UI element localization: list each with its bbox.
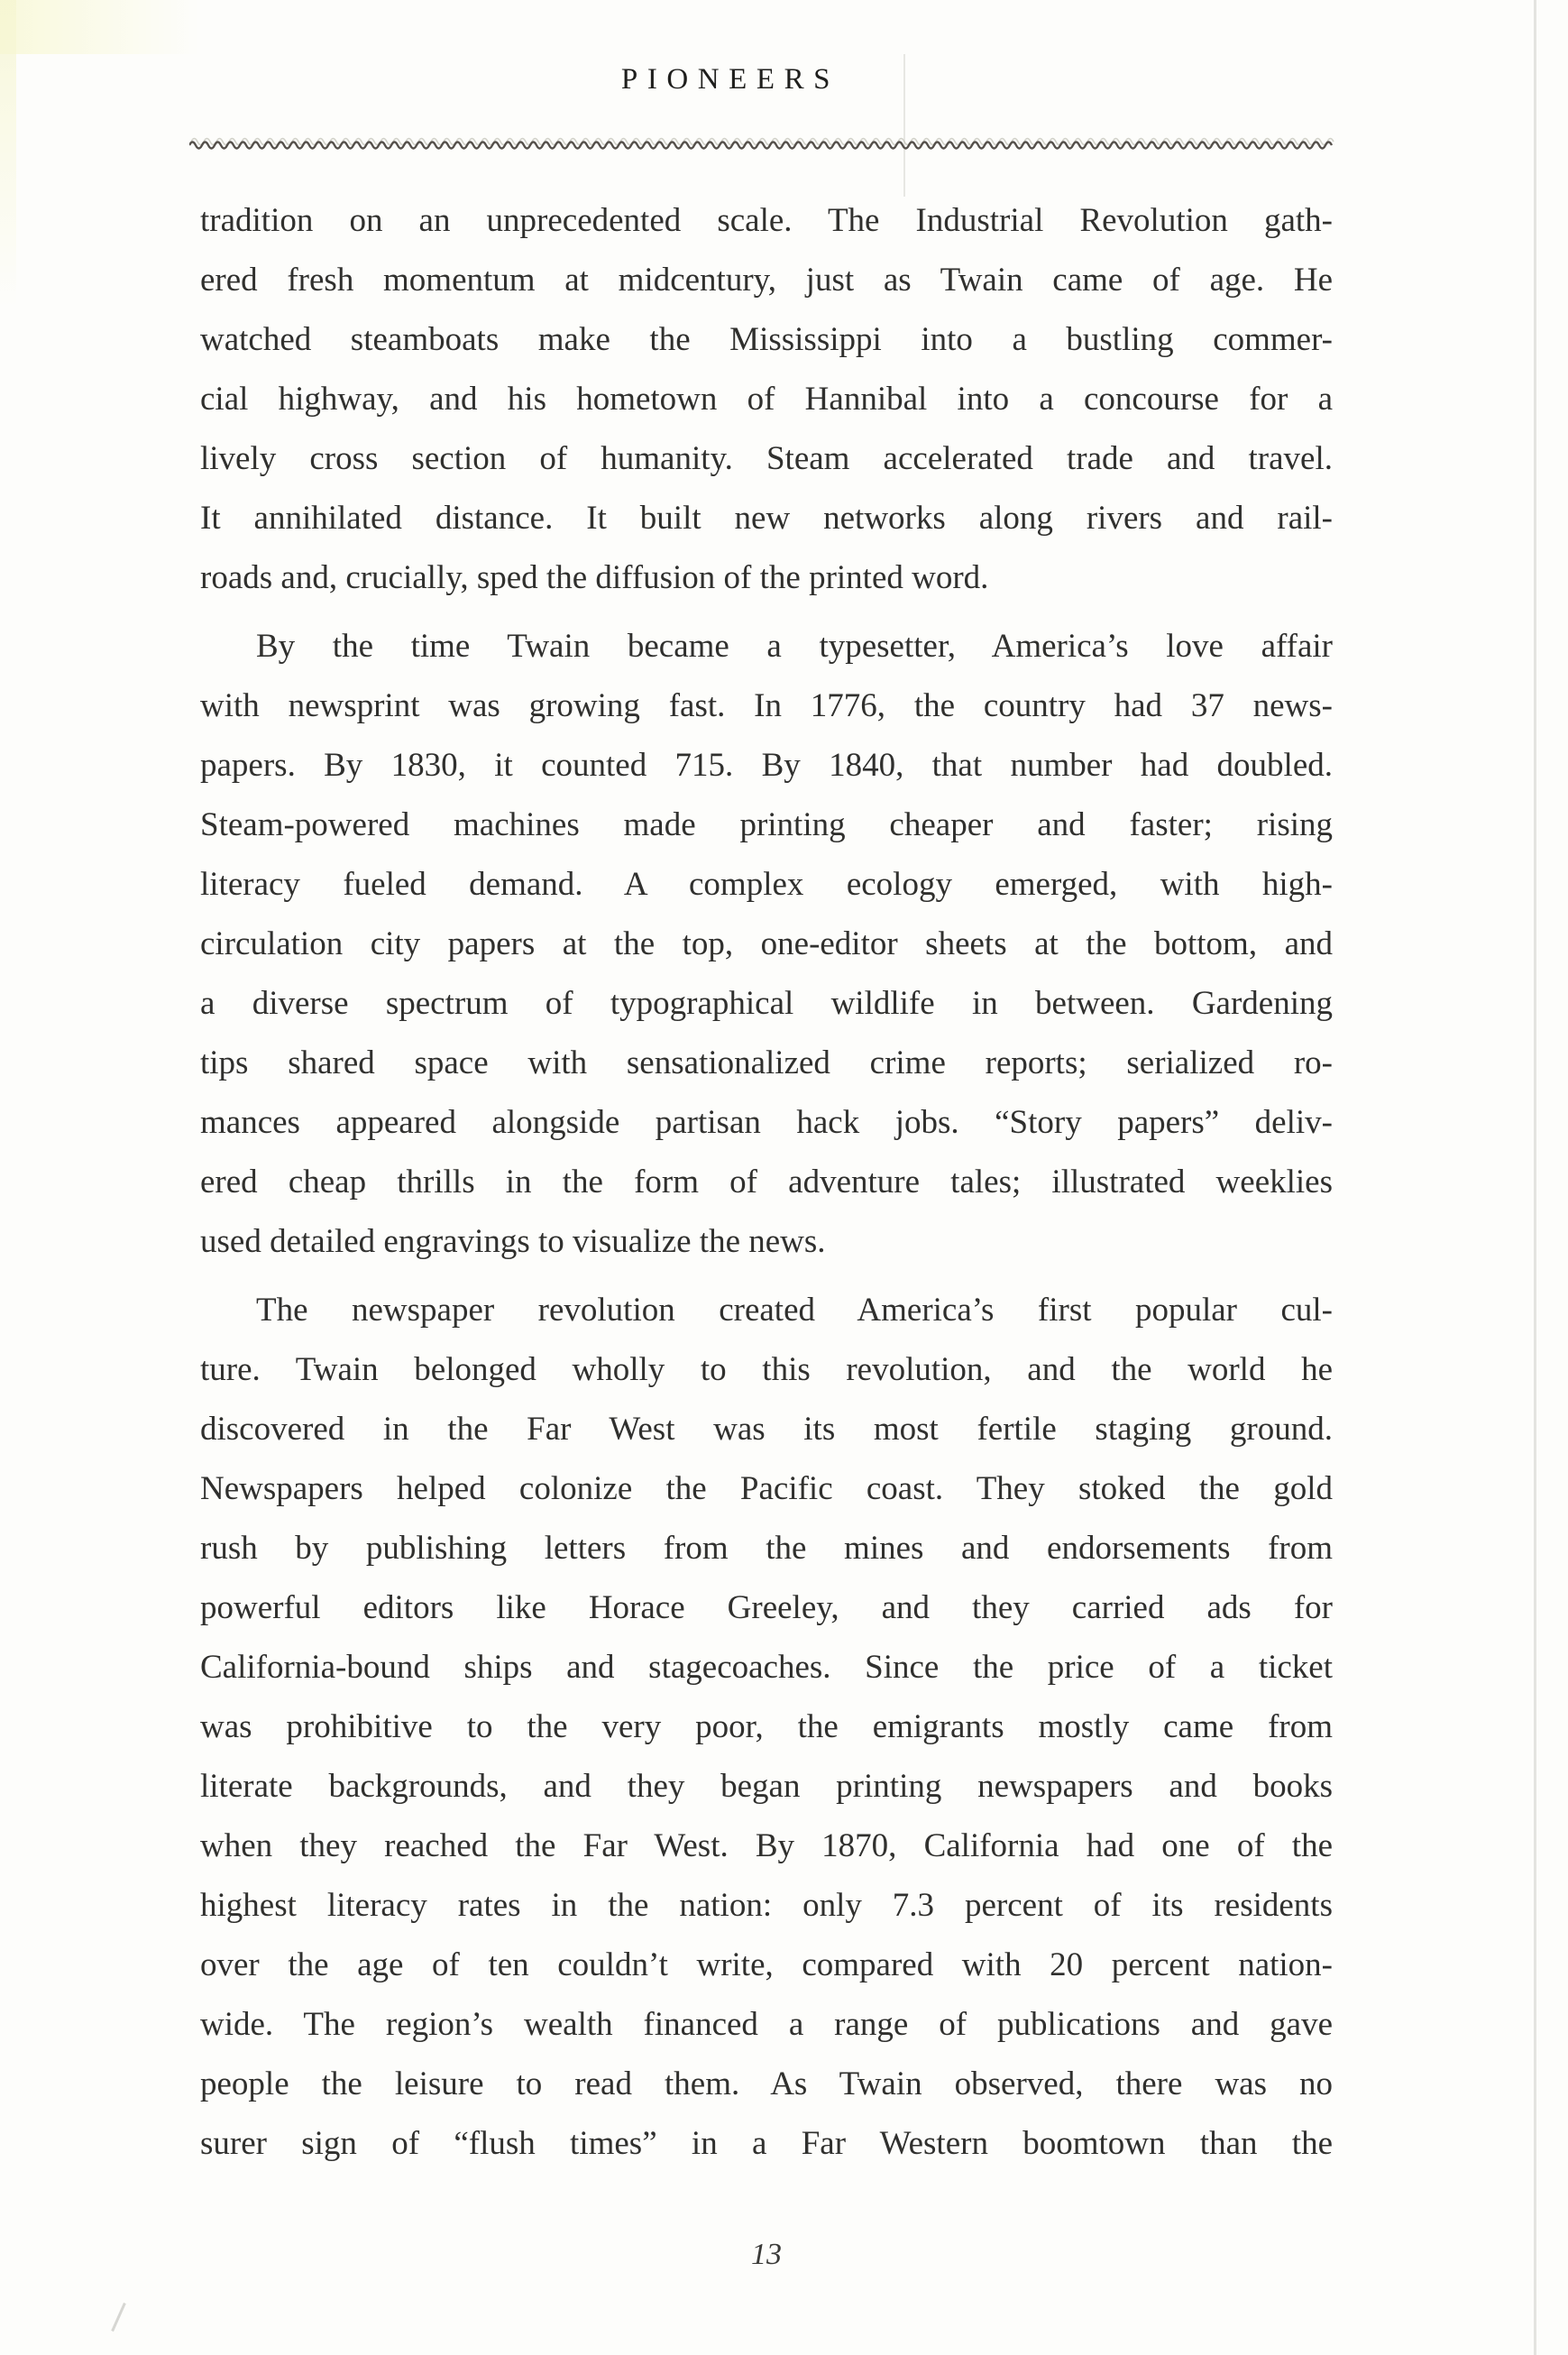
- text-line: Steam-powered machines made printing cheaper and faster; rising: [200, 806, 1333, 843]
- text-line: tips shared space with sensationalized crime reports; serialized ro-: [200, 1044, 1333, 1081]
- text-line: was prohibitive to the very poor, the emigrants mostly came from: [200, 1708, 1333, 1745]
- text-line: highest literacy rates in the nation: only 7.3 percent of its residents: [200, 1887, 1333, 1924]
- page-number: 13: [751, 2238, 782, 2271]
- text-line: tradition on an unprecedented scale. The Industrial Revolution gath-: [200, 202, 1333, 239]
- text-line: discovered in the Far West was its most fertile staging ground.: [200, 1411, 1333, 1448]
- running-head: PIONEERS: [620, 63, 840, 96]
- text-line: over the age of ten couldn’t write, compared with 20 percent nation-: [200, 1946, 1333, 1983]
- text-line: watched steamboats make the Mississippi into a bustling commer-: [200, 321, 1333, 358]
- text-line: ered fresh momentum at midcentury, just as Twain came of age. He: [200, 262, 1333, 299]
- text-line: with newsprint was growing fast. In 1776, the country had 37 news-: [200, 687, 1333, 724]
- paragraph: [200, 191, 1333, 608]
- scan-scratch-artifact: [111, 2303, 126, 2332]
- text-line: By the time Twain became a typesetter, America’s love affair: [256, 628, 1333, 665]
- text-line: papers. By 1830, it counted 715. By 1840, that number had doubled.: [200, 747, 1333, 784]
- scan-tint-corner-artifact: [0, 0, 234, 54]
- text-line: people the leisure to read them. As Twain observed, there was no: [200, 2065, 1333, 2102]
- scan-tint-left-artifact: [0, 0, 16, 307]
- text-line: rush by publishing letters from the mines and endorsements from: [200, 1530, 1333, 1567]
- body-text: [200, 191, 1333, 2174]
- text-line: literacy fueled demand. A complex ecology emerged, with high-: [200, 866, 1333, 903]
- text-line: surer sign of “flush times” in a Far Western boomtown than the: [200, 2125, 1333, 2162]
- text-line: cial highway, and his hometown of Hannibal into a concourse for a: [200, 381, 1333, 418]
- decorative-wavy-rule: [189, 135, 1336, 153]
- text-line: lively cross section of humanity. Steam accelerated trade and travel.: [200, 440, 1333, 477]
- text-line: roads and, crucially, sped the diffusion of the printed word.: [200, 559, 989, 596]
- text-line: a diverse spectrum of typographical wildlife in between. Gardening: [200, 985, 1333, 1022]
- text-line: California-bound ships and stagecoaches. Since the price of a ticket: [200, 1649, 1333, 1686]
- text-line: mances appeared alongside partisan hack jobs. “Story papers” deliv-: [200, 1104, 1333, 1141]
- text-line: circulation city papers at the top, one-editor sheets at the bottom, and: [200, 925, 1333, 962]
- text-line: It annihilated distance. It built new networks along rivers and rail-: [200, 500, 1333, 537]
- scan-page-edge-shadow: [1534, 0, 1536, 2355]
- paragraph: [200, 1281, 1333, 2174]
- text-line: ture. Twain belonged wholly to this revolution, and the world he: [200, 1351, 1333, 1388]
- text-line: when they reached the Far West. By 1870, California had one of the: [200, 1827, 1333, 1864]
- text-line: used detailed engravings to visualize the news.: [200, 1223, 826, 1260]
- text-line: The newspaper revolution created America’s first popular cul-: [256, 1292, 1333, 1329]
- text-line: Newspapers helped colonize the Pacific coast. They stoked the gold: [200, 1470, 1333, 1507]
- text-line: wide. The region’s wealth financed a range of publications and gave: [200, 2006, 1333, 2043]
- paragraph: [200, 617, 1333, 1272]
- text-line: ered cheap thrills in the form of adventure tales; illustrated weeklies: [200, 1164, 1333, 1200]
- text-line: literate backgrounds, and they began printing newspapers and books: [200, 1768, 1333, 1805]
- text-line: powerful editors like Horace Greeley, and they carried ads for: [200, 1589, 1333, 1626]
